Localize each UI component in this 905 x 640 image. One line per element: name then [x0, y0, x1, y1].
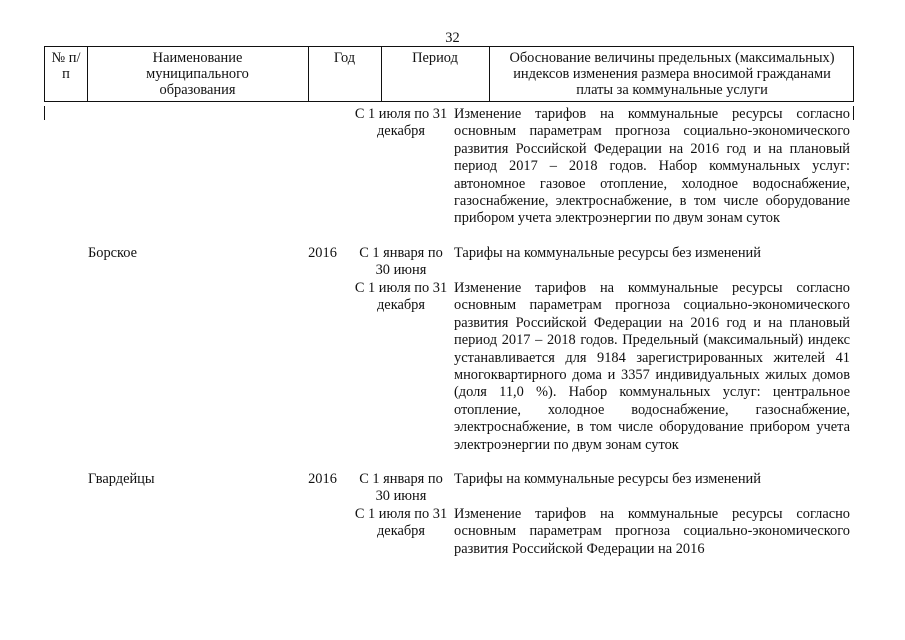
header-year: Год [333, 50, 356, 66]
justification-cell: Тарифы на коммунальные ресурсы без изменений [454, 471, 761, 487]
period-cell: С 1 июля по 31 декабря [354, 280, 448, 314]
header-justification: Обоснование величины предельных (максимальных) индексов изменения размера вносимой гражданами платы за коммунальные услуги [509, 50, 835, 98]
justification-cell: Изменение тарифов на коммунальные ресурсы согласно основным параметрам прогноза социально-экономического развития Российской Федерации на 2016 год и на плановый период 2017 – 2018 годов. Набор коммунальных услуг: автономное газовое отопление, холодное водоснабжение, газоснабжение, электроснабжение, в том числе оборудование прибором учета электроэнергии по двум зонам суток [454, 106, 850, 227]
municipality-name: Гвардейцы [88, 471, 155, 487]
year-cell: 2016 [308, 471, 337, 487]
table-header [44, 46, 854, 102]
column-tick [853, 106, 854, 120]
period-cell: С 1 января по 30 июня [359, 471, 443, 505]
header-name: Наименование муниципального образования [146, 50, 249, 98]
justification-cell: Изменение тарифов на коммунальные ресурсы согласно основным параметрам прогноза социально-экономического развития Российской Федерации на 2016 год и на плановый период 2017 – 2018 годов. Предельный (максимальный) индекс устанавливается для 9184 зарегистрированных жителей 41 многоквартирного дома и 3357 индивидуальных жилых домов (доля 11,0 %). Набор коммунальных услуг: центральное отопление, холодное водоснабжение, газоснабжение, электроснабжение, в том числе оборудование прибором учета электроэнергии по двум зонам суток [454, 280, 850, 453]
justification-cell: Изменение тарифов на коммунальные ресурсы согласно основным параметрам прогноза социально-экономического развития Российской Федерации на 2016 [454, 506, 850, 557]
period-cell: С 1 января по 30 июня [359, 245, 443, 279]
municipality-name: Борское [88, 245, 138, 261]
period-cell: С 1 июля по 31 декабря [354, 106, 448, 140]
year-cell: 2016 [308, 245, 337, 261]
justification-cell: Тарифы на коммунальные ресурсы без изменений [454, 245, 761, 261]
column-tick [44, 106, 45, 120]
header-period: Период [412, 50, 458, 66]
table-body [44, 106, 854, 626]
page-number: 32 [445, 30, 460, 46]
period-cell: С 1 июля по 31 декабря [354, 506, 448, 540]
header-num: № п/п [51, 50, 81, 82]
